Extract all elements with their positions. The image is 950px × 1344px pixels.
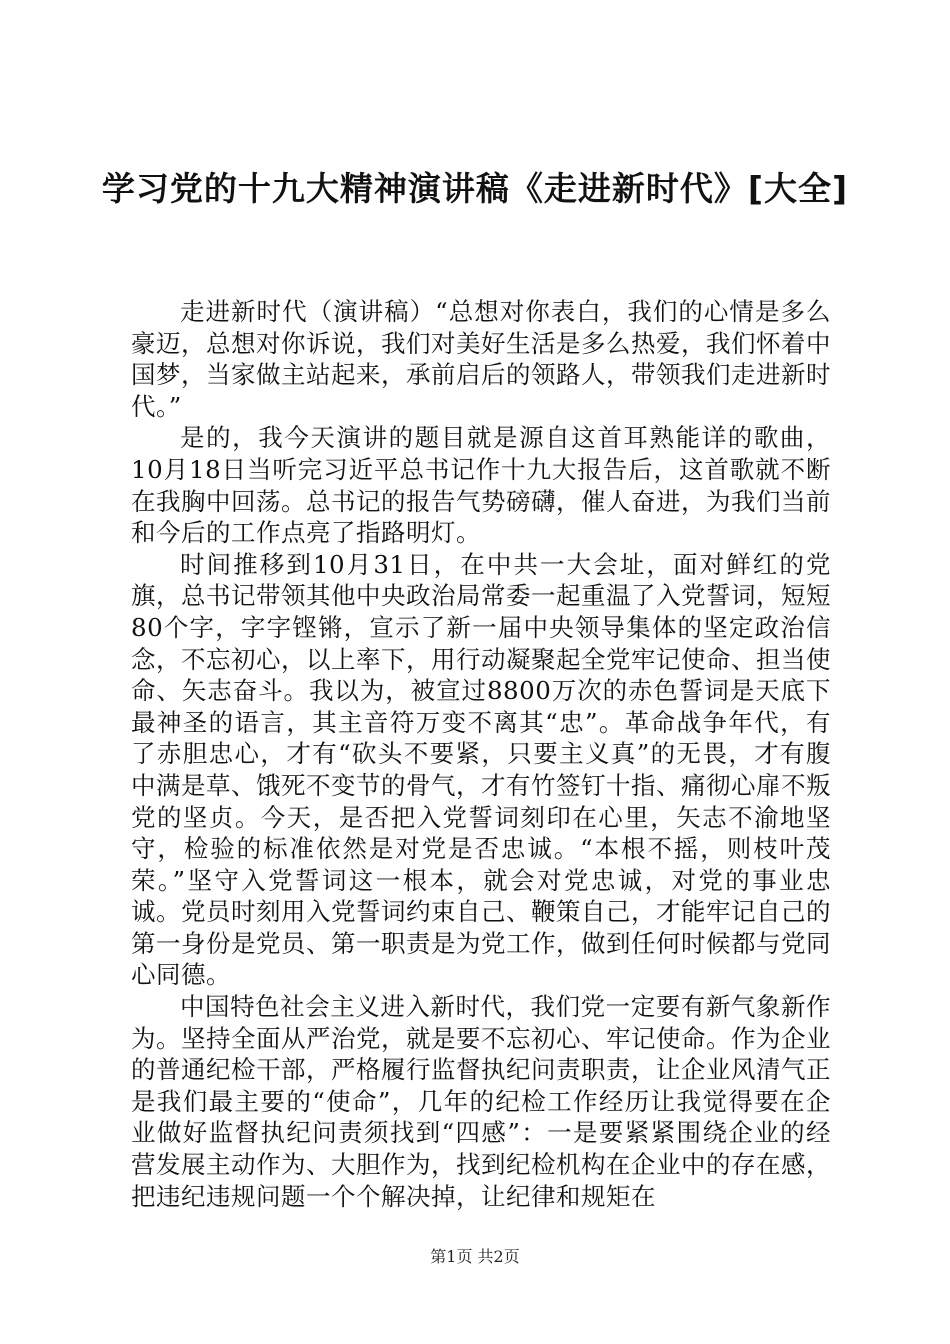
document-body <box>131 296 831 1212</box>
paragraph-1: 走进新时代（演讲稿）“总想对你表白，我们的心情是多么豪迈，总想对你诉说，我们对美好生活是多么热爱，我们怀着中国梦，当家做主站起来，承前启后的领路人，带领我们走进新时代。” <box>131 297 831 421</box>
paragraph-4: 中国特色社会主义进入新时代，我们党一定要有新气象新作为。坚持全面从严治党，就是要不忘初心、牢记使命。作为企业的普通纪检干部，严格履行监督执纪问责职责，让企业风清气正是我们最主要的“使命”，几年的纪检工作经历让我觉得要在企业做好监督执纪问责须找到“四感”：一是要紧紧围绕企业的经营发展主动作为、大胆作为，找到纪检机构在企业中的存在感，把违纪违规问题一个个解决掉，让纪律和规矩在 <box>131 992 831 1211</box>
paragraph-2: 是的，我今天演讲的题目就是源自这首耳熟能详的歌曲，10月18日当听完习近平总书记作十九大报告后，这首歌就不断在我胸中回荡。总书记的报告气势磅礴，催人奋进，为我们当前和今后的工作点亮了指路明灯。 <box>131 423 831 548</box>
page-number-footer: 第1页 共2页 <box>430 1247 520 1266</box>
paragraph-3: 时间推移到10月31日，在中共一大会址，面对鲜红的党旗，总书记带领其他中央政治局常委一起重温了入党誓词，短短80个字，字字铿锵，宣示了新一届中央领导集体的坚定政治信念，不忘初心，以上率下，用行动凝聚起全党牢记使命、担当使命、矢志奋斗。我以为，被宣过8800万次的赤色誓词是天底下最神圣的语言，其主音符万变不离其“忠”。革命战争年代，有了赤胆忠心，才有“砍头不要紧，只要主义真”的无畏，才有腹中满是草、饿死不变节的骨气，才有竹签钉十指、痛彻心扉不叛党的坚贞。今天，是否把入党誓词刻印在心里，矢志不渝地坚守，检验的标准依然是对党是否忠诚。“本根不摇，则枝叶茂荣。”坚守入党誓词这一根本，就会对党忠诚，对党的事业忠诚。党员时刻用入党誓词约束自己、鞭策自己，才能牢记自己的第一身份是党员、第一职责是为党工作，做到任何时候都与党同心同德。 <box>131 549 831 990</box>
document-title: 学习党的十九大精神演讲稿《走进新时代》[大全] <box>101 169 849 208</box>
